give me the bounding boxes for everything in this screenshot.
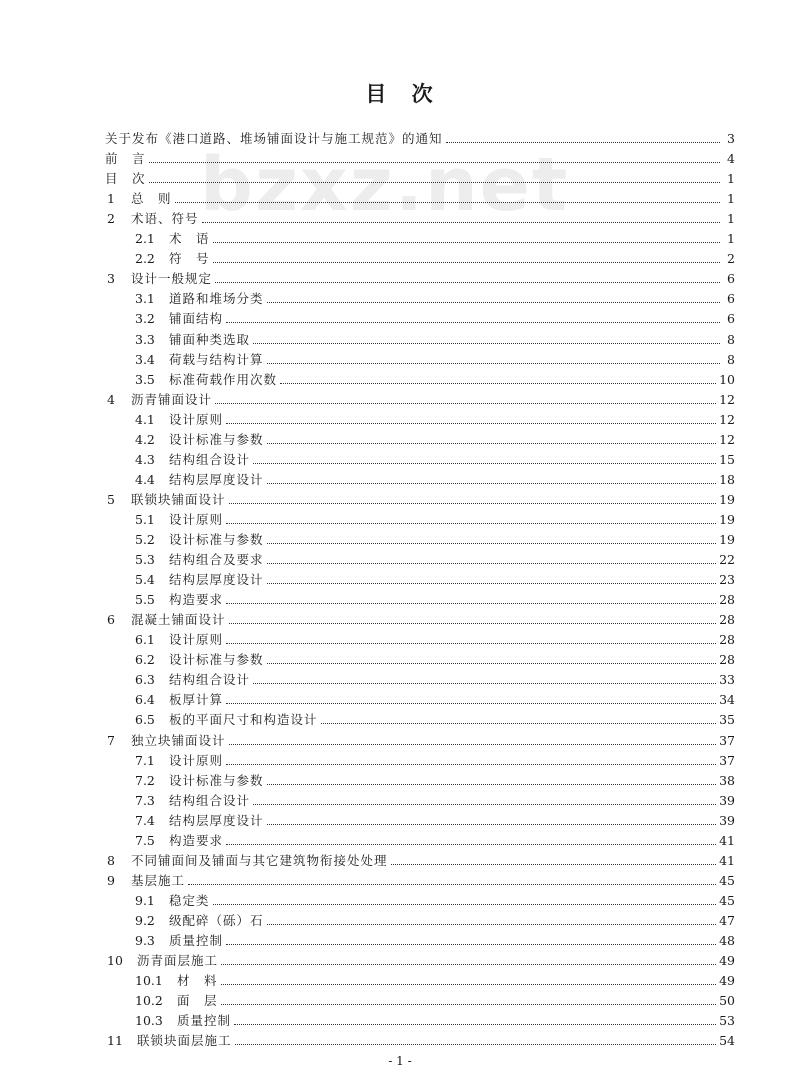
toc-entry-number: 3.5: [135, 371, 155, 387]
toc-entry-label: 设计原则: [169, 752, 224, 768]
toc-entry-number: 7.4: [135, 812, 155, 828]
toc-entry-page: 38: [719, 772, 735, 788]
toc-entry[interactable]: [135, 429, 735, 449]
toc-entry-number: 6.5: [135, 712, 155, 728]
toc-entry-page: 54: [719, 1033, 735, 1049]
dot-leader: [226, 602, 716, 604]
dot-leader: [226, 522, 716, 524]
toc-entry-page: 37: [719, 732, 735, 748]
toc-entry-page: 1: [727, 171, 735, 187]
toc-entry-number: 5.5: [135, 592, 155, 608]
toc-entry[interactable]: [135, 770, 735, 790]
toc-entry-page: 12: [719, 391, 735, 407]
toc-entry-page: 41: [719, 832, 735, 848]
dot-leader: [215, 281, 720, 283]
toc-entry-page: 35: [719, 712, 735, 728]
toc-entry-page: 50: [719, 993, 735, 1009]
toc-entry[interactable]: [107, 730, 735, 750]
toc-entry-page: 19: [719, 532, 735, 547]
toc-entry[interactable]: [135, 910, 735, 930]
toc-entry[interactable]: [107, 389, 735, 409]
toc-entry-page: 48: [719, 933, 735, 948]
toc-entry-number: 6: [107, 612, 115, 628]
dot-leader: [188, 883, 716, 885]
dot-leader: [267, 301, 720, 303]
toc-entry[interactable]: [135, 790, 735, 810]
toc-entry-number: 7: [107, 732, 115, 748]
toc-entry-label: 级配碎（砾）石: [169, 912, 264, 928]
toc-entry-label: 结构组合及要求: [169, 552, 264, 568]
toc-entry-label: 设计一般规定: [131, 271, 213, 287]
dot-leader: [267, 562, 717, 564]
toc-entry-label: 目 次: [105, 171, 146, 187]
toc-entry-label: 设计原则: [169, 411, 224, 427]
toc-entry[interactable]: [107, 870, 735, 890]
toc-entry-page: 53: [719, 1013, 735, 1029]
toc-entry-number: 10: [107, 953, 123, 969]
toc-entry-label: 沥青铺面设计: [131, 391, 213, 407]
toc-entry-page: 6: [727, 311, 735, 327]
toc-entry-page: 47: [719, 912, 735, 928]
toc-entry[interactable]: [135, 228, 735, 248]
toc-entry-label: 构造要求: [169, 592, 224, 608]
toc-entry[interactable]: [107, 208, 735, 228]
toc-entry-number: 11: [107, 1033, 123, 1049]
toc-entry-label: 前 言: [105, 151, 146, 167]
toc-entry-label: 道路和堆场分类: [169, 291, 264, 307]
toc-entry-number: 4.1: [135, 411, 155, 427]
toc-entry-page: 19: [719, 511, 735, 527]
toc-entry-number: 1: [107, 191, 115, 207]
toc-entry[interactable]: [107, 1030, 735, 1050]
dot-leader: [213, 241, 720, 243]
toc-entry-number: 9.1: [135, 892, 155, 908]
dot-leader: [253, 803, 716, 805]
toc-entry-number: 10.3: [135, 1013, 163, 1029]
toc-entry[interactable]: [135, 810, 735, 830]
toc-entry[interactable]: [107, 268, 735, 288]
dot-leader: [202, 221, 720, 223]
toc-entry[interactable]: [105, 148, 735, 168]
toc-entry-label: 质量控制: [177, 1013, 232, 1029]
toc-entry-number: 5.1: [135, 511, 155, 527]
toc-entry[interactable]: [105, 168, 735, 188]
toc-entry-label: 独立块铺面设计: [131, 732, 226, 748]
toc-entry-label: 结构组合设计: [169, 672, 251, 688]
dot-leader: [235, 1043, 717, 1045]
toc-entry-label: 沥青面层施工: [137, 953, 219, 969]
toc-entry[interactable]: [135, 449, 735, 469]
dot-leader: [221, 1003, 717, 1005]
toc-entry-number: 2.1: [135, 231, 155, 247]
dot-leader: [267, 923, 717, 925]
toc-entry-label: 质量控制: [169, 933, 224, 948]
dot-leader: [267, 442, 717, 444]
toc-entry-label: 材 料: [177, 973, 218, 989]
dot-leader: [267, 542, 717, 544]
dot-leader: [321, 722, 717, 724]
toc-entry[interactable]: [135, 549, 735, 569]
toc-entry-page: 41: [719, 852, 735, 868]
toc-entry-page: 28: [719, 592, 735, 608]
toc-entry-number: 9.3: [135, 933, 155, 948]
dot-leader: [226, 642, 716, 644]
toc-entry-number: 10.1: [135, 973, 163, 989]
toc-entry-page: 49: [719, 973, 735, 989]
toc-entry-page: 3: [727, 131, 735, 146]
dot-leader: [226, 763, 716, 765]
toc-entry[interactable]: [135, 1010, 735, 1030]
toc-entry-label: 铺面结构: [169, 311, 224, 327]
toc-entry-number: 5.2: [135, 532, 155, 547]
toc-entry-label: 符 号: [169, 251, 210, 267]
toc-entry-number: 7.3: [135, 792, 155, 808]
toc-entry-page: 12: [719, 431, 735, 447]
toc-entry[interactable]: [135, 930, 735, 950]
toc-entry-page: 8: [727, 351, 735, 367]
toc-entry-label: 板厚计算: [169, 692, 224, 708]
dot-leader: [226, 843, 716, 845]
toc-entry-number: 6.1: [135, 632, 155, 648]
toc-entry-label: 结构组合设计: [169, 451, 251, 467]
dot-leader: [446, 141, 720, 143]
toc-entry[interactable]: [135, 990, 735, 1010]
toc-entry[interactable]: [135, 509, 735, 529]
toc-entry-number: 7.2: [135, 772, 155, 788]
toc-entry[interactable]: [135, 970, 735, 990]
dot-leader: [267, 362, 720, 364]
toc-entry[interactable]: [107, 188, 735, 208]
toc-entry[interactable]: [135, 288, 735, 308]
toc-entry-page: 4: [727, 151, 735, 167]
dot-leader: [229, 743, 717, 745]
toc-entry-number: 3: [107, 271, 115, 287]
toc-entry-number: 6.4: [135, 692, 155, 708]
toc-entry-number: 5.4: [135, 572, 155, 588]
toc-entry-label: 标准荷载作用次数: [169, 371, 278, 387]
toc-entry[interactable]: [135, 469, 735, 489]
toc-entry-label: 构造要求: [169, 832, 224, 848]
toc-entry-label: 混凝土铺面设计: [131, 612, 226, 628]
toc-entry[interactable]: [107, 489, 735, 509]
toc-entry-page: 45: [719, 872, 735, 888]
toc-entry-label: 设计原则: [169, 632, 224, 648]
page-title: 目 次: [365, 82, 435, 106]
toc-entry-label: 铺面种类选取: [169, 331, 251, 347]
toc-entry-number: 5.3: [135, 552, 155, 568]
toc-entry-number: 7.5: [135, 832, 155, 848]
toc-entry-label: 联锁块铺面设计: [131, 491, 226, 507]
dot-leader: [253, 462, 716, 464]
dot-leader: [234, 1023, 716, 1025]
toc-entry-label: 设计标准与参数: [169, 532, 264, 547]
toc-entry-number: 9: [107, 872, 115, 888]
toc-entry[interactable]: [135, 529, 735, 549]
toc-entry-number: 3.4: [135, 351, 155, 367]
dot-leader: [175, 201, 720, 203]
toc-entry[interactable]: [135, 349, 735, 369]
toc-entry-label: 设计标准与参数: [169, 772, 264, 788]
toc-entry-label: 荷载与结构计算: [169, 351, 264, 367]
toc-entry-label: 设计原则: [169, 511, 224, 527]
toc-entry-number: 4: [107, 391, 115, 407]
toc-entry-page: 28: [719, 632, 735, 648]
toc-entry-page: 18: [719, 471, 735, 487]
toc-entry-number: 3.3: [135, 331, 155, 347]
dot-leader: [267, 662, 717, 664]
toc-entry-label: 关于发布《港口道路、堆场铺面设计与施工规范》的通知: [105, 131, 443, 146]
dot-leader: [280, 382, 716, 384]
toc-entry-page: 12: [719, 411, 735, 427]
toc-entry-number: 6.3: [135, 672, 155, 688]
toc-entry[interactable]: [135, 689, 735, 709]
toc-entry-page: 34: [719, 692, 735, 708]
toc-entry-label: 总 则: [131, 191, 172, 207]
dot-leader: [149, 161, 720, 163]
toc-entry-label: 术语、符号: [131, 211, 199, 227]
toc-entry-number: 6.2: [135, 652, 155, 668]
toc-entry-number: 3.1: [135, 291, 155, 307]
dot-leader: [253, 682, 716, 684]
dot-leader: [229, 622, 717, 624]
toc-entry-page: 28: [719, 612, 735, 628]
toc-entry-page: 49: [719, 953, 735, 969]
toc-entry-page: 2: [727, 251, 735, 267]
dot-leader: [229, 502, 717, 504]
toc-entry-label: 结构组合设计: [169, 792, 251, 808]
dot-leader: [267, 582, 717, 584]
dot-leader: [221, 983, 717, 985]
toc-entry-number: 8: [107, 852, 115, 868]
toc-entry-page: 45: [719, 892, 735, 908]
toc-entry-number: 4.3: [135, 451, 155, 467]
toc-entry-label: 设计标准与参数: [169, 652, 264, 668]
toc-entry[interactable]: [135, 629, 735, 649]
dot-leader: [226, 702, 716, 704]
toc-entry-label: 稳定类: [169, 892, 210, 908]
dot-leader: [213, 903, 717, 905]
dot-leader: [215, 402, 716, 404]
dot-leader: [267, 482, 717, 484]
toc-entry[interactable]: [135, 569, 735, 589]
toc-entry[interactable]: [135, 409, 735, 429]
toc-entry-page: 39: [719, 792, 735, 808]
toc-entry-label: 结构层厚度设计: [169, 812, 264, 828]
toc-entry[interactable]: [135, 709, 735, 729]
toc-entry-number: 2: [107, 211, 115, 227]
toc-entry-number: 4.4: [135, 471, 155, 487]
toc-entry[interactable]: [135, 669, 735, 689]
toc-entry-page: 1: [727, 191, 735, 207]
toc-entry-number: 4.2: [135, 431, 155, 447]
toc-entry[interactable]: [107, 950, 735, 970]
toc-entry-label: 结构层厚度设计: [169, 471, 264, 487]
toc-entry[interactable]: [135, 308, 735, 328]
toc-entry-label: 联锁块面层施工: [137, 1033, 232, 1049]
watermark: bzxz.net: [200, 142, 570, 228]
toc-entry-page: 10: [719, 371, 735, 387]
toc-entry-number: 3.2: [135, 311, 155, 327]
toc-entry[interactable]: [105, 128, 735, 148]
toc-entry-label: 设计标准与参数: [169, 431, 264, 447]
dot-leader: [253, 342, 720, 344]
toc-entry-label: 术 语: [169, 231, 210, 247]
dot-leader: [226, 321, 720, 323]
toc-entry-label: 板的平面尺寸和构造设计: [169, 712, 318, 728]
toc-entry-page: 39: [719, 812, 735, 828]
toc-entry[interactable]: [107, 609, 735, 629]
dot-leader: [221, 963, 716, 965]
dot-leader: [391, 863, 717, 865]
toc-entry[interactable]: [135, 589, 735, 609]
toc-entry-page: 1: [727, 231, 735, 247]
toc-entry-number: 5: [107, 491, 115, 507]
toc-entry[interactable]: [135, 830, 735, 850]
toc-entry-page: 33: [719, 672, 735, 688]
page-number: - 1 -: [388, 1054, 412, 1068]
toc-entry-page: 23: [719, 572, 735, 588]
toc-entry-label: 不同铺面间及铺面与其它建筑物衔接处处理: [131, 852, 388, 868]
toc-entry[interactable]: [107, 850, 735, 870]
toc-entry-number: 10.2: [135, 993, 163, 1009]
toc-entry-label: 结构层厚度设计: [169, 572, 264, 588]
toc-entry-page: 8: [727, 331, 735, 347]
dot-leader: [213, 261, 720, 263]
toc-entry-page: 6: [727, 291, 735, 307]
toc-entry[interactable]: [135, 248, 735, 268]
toc-entry-label: 基层施工: [131, 872, 186, 888]
toc-entry[interactable]: [135, 890, 735, 910]
dot-leader: [226, 422, 716, 424]
toc-entry[interactable]: [135, 369, 735, 389]
dot-leader: [267, 823, 717, 825]
toc-entry[interactable]: [135, 649, 735, 669]
dot-leader: [267, 783, 717, 785]
toc-entry-page: 1: [727, 211, 735, 227]
toc-entry-page: 22: [719, 552, 735, 568]
toc-entry-page: 19: [719, 491, 735, 507]
toc-entry-number: 9.2: [135, 912, 155, 928]
toc-entry-page: 37: [719, 752, 735, 768]
toc-entry-number: 7.1: [135, 752, 155, 768]
toc-entry-page: 6: [727, 271, 735, 287]
toc-entry-page: 28: [719, 652, 735, 668]
toc-entry-number: 2.2: [135, 251, 155, 267]
toc-entry[interactable]: [135, 750, 735, 770]
dot-leader: [226, 943, 716, 945]
toc-entry[interactable]: [135, 329, 735, 349]
dot-leader: [149, 181, 720, 183]
toc-entry-label: 面 层: [177, 993, 218, 1009]
toc-entry-page: 15: [719, 451, 735, 467]
